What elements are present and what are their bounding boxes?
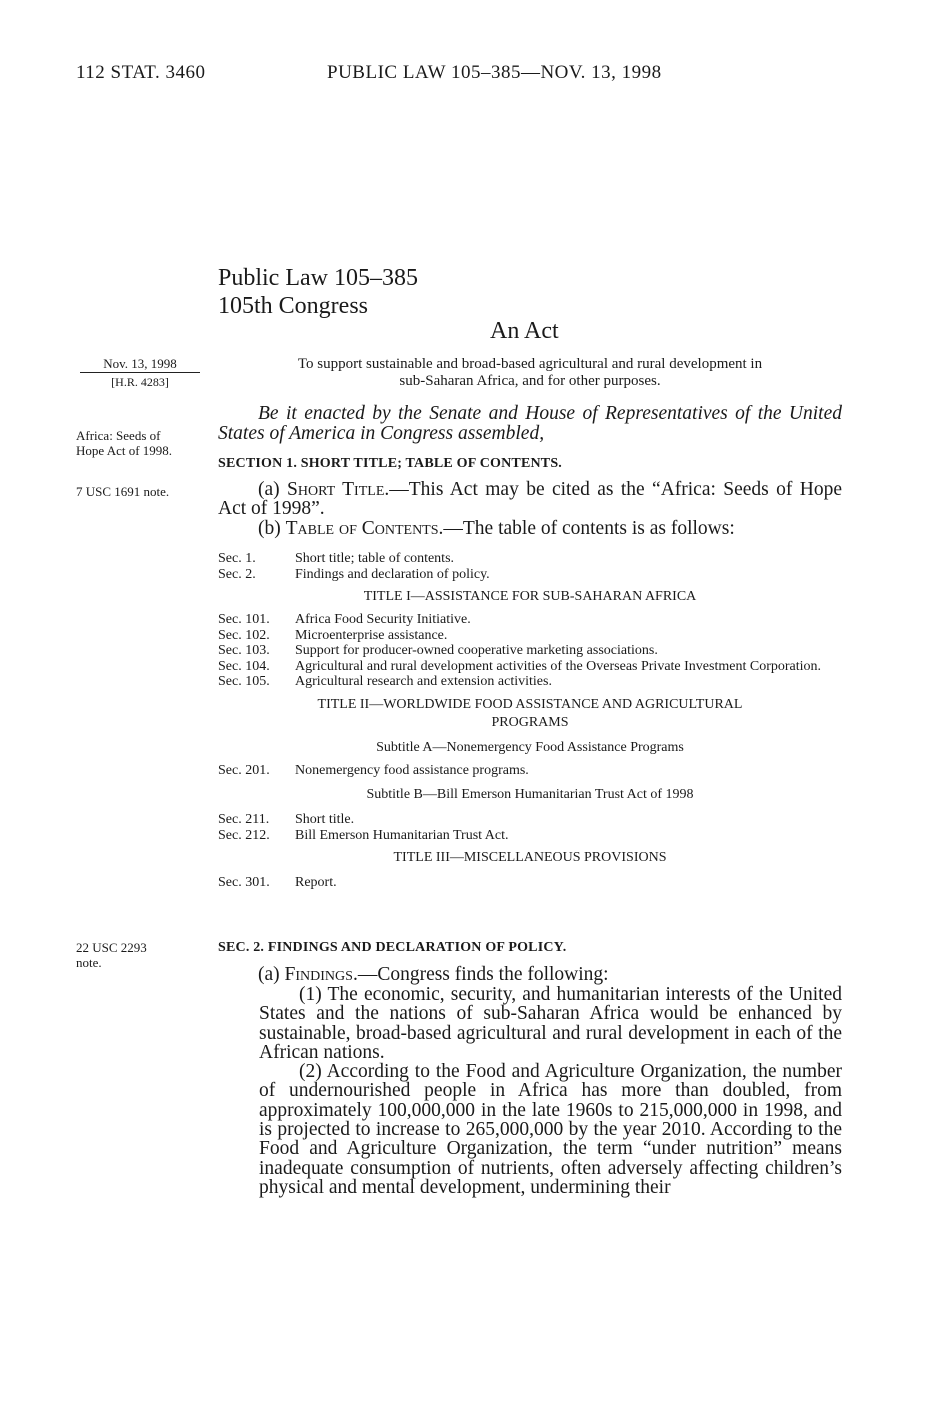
stat-page-number: 112 STAT. 3460 <box>76 62 206 83</box>
margin-note-line: Africa: Seeds of <box>76 428 161 443</box>
margin-note-line: note. <box>76 955 102 970</box>
act-purpose <box>218 356 842 390</box>
toc-entry <box>218 812 842 828</box>
date-margin-note <box>80 356 200 390</box>
toc-entry <box>218 612 842 628</box>
subsection-body: .—The table of contents is as follows: <box>438 518 735 539</box>
toc-title-1: TITLE I—ASSISTANCE FOR SUB-SAHARAN AFRICA <box>363 589 697 604</box>
enactment-date: Nov. 13, 1998 <box>80 356 200 373</box>
toc-title-2 <box>218 696 842 732</box>
section-1a-text <box>218 480 842 518</box>
subsection-label: (a) <box>258 964 285 985</box>
toc-section-number: Sec. 301. <box>218 875 270 890</box>
toc-entry <box>218 828 842 844</box>
section-2-heading: SEC. 2. FINDINGS AND DECLARATION OF POLICY. <box>218 940 567 955</box>
toc-section-number: Sec. 102. <box>218 627 270 643</box>
toc-title-2-line-2: PROGRAMS <box>491 714 569 730</box>
finding-paragraph-2: (2) According to the Food and Agriculture Organization, the number of undernourished people in Africa has more than doubled, from approximately 100,000,000 in the late 1960s to 215,000,000 in 1998, and is projected to increase to 265,000,000 by the year 2010. According to the Food and Agriculture Organization, the term “under nutrition” means inadequate consumption of nutrients, often adversely affecting children’s physical and mental development, undermining their <box>259 1061 842 1198</box>
bill-number: [H.R. 4283] <box>111 375 169 389</box>
toc-entry <box>218 674 842 690</box>
margin-note-line: Hope Act of 1998. <box>76 443 173 458</box>
subsection-body: .—Congress finds the following: <box>352 964 609 985</box>
toc-section-number: Sec. 2. <box>218 566 256 582</box>
margin-note-line: 22 USC 2293 <box>76 940 147 955</box>
toc-section-number: Sec. 101. <box>218 612 270 627</box>
subsection-body: .—This Act may be cited as the “Africa: Seeds of Hope Act of 1998”. <box>218 479 842 519</box>
toc-entry <box>218 643 842 659</box>
subsection-label: (a) <box>258 479 288 500</box>
section-2a-text <box>218 965 842 984</box>
toc-section-number: Sec. 211. <box>218 812 270 827</box>
short-title-margin-note <box>76 428 172 458</box>
toc-section-title: Agricultural and rural development activities of the Overseas Private Investment Corporation. <box>295 658 822 674</box>
header-law-line: PUBLIC LAW 105–385—NOV. 13, 1998 <box>327 62 662 83</box>
toc-entry <box>218 551 842 567</box>
toc-section-title: Bill Emerson Humanitarian Trust Act. <box>295 827 509 843</box>
congress-number: 105th Congress <box>218 293 368 319</box>
toc-section-title: Report. <box>295 875 337 890</box>
toc-section-title: Support for producer-owned cooperative marketing associations. <box>295 643 658 658</box>
usc-margin-note: 7 USC 1691 note. <box>76 484 170 499</box>
enacting-clause: Be it enacted by the Senate and House of Representatives of the United States of America in Congress assembled, <box>218 403 842 444</box>
toc-subtitle-a: Subtitle A—Nonemergency Food Assistance Programs <box>376 739 684 755</box>
toc-section-title: Findings and declaration of policy. <box>295 566 490 582</box>
purpose-line-1: To support sustainable and broad-based agricultural and rural development in <box>297 356 763 372</box>
usc-margin-note-2 <box>76 940 147 970</box>
toc-subtitle-b: Subtitle B—Bill Emerson Humanitarian Trust Act of 1998 <box>366 787 694 802</box>
public-law-number: Public Law 105–385 <box>218 265 418 291</box>
toc-section-title: Microenterprise assistance. <box>295 627 448 643</box>
toc-title-2-line-1: TITLE II—WORLDWIDE FOOD ASSISTANCE AND AGRICULTURAL <box>317 696 743 712</box>
toc-section-number: Sec. 201. <box>218 762 270 778</box>
subsection-caption: Findings <box>284 964 353 985</box>
subsection-caption: Short Title <box>287 479 385 500</box>
toc-title-3: TITLE III—MISCELLANEOUS PROVISIONS <box>393 850 667 865</box>
toc-entry <box>218 567 842 583</box>
law-title-block <box>218 264 418 320</box>
toc-section-number: Sec. 104. <box>218 658 270 674</box>
toc-section-title: Short title; table of contents. <box>295 551 455 566</box>
toc-section-title: Africa Food Security Initiative. <box>295 612 471 627</box>
toc-section-number: Sec. 1. <box>218 551 256 566</box>
section-1-heading: SECTION 1. SHORT TITLE; TABLE OF CONTENTS. <box>218 456 563 471</box>
section-1b-text <box>218 519 842 538</box>
toc-entry <box>218 659 842 675</box>
toc-entry <box>218 875 842 891</box>
toc-entry <box>218 763 842 779</box>
toc-section-title: Short title. <box>295 812 355 827</box>
toc-section-title: Nonemergency food assistance programs. <box>295 762 529 778</box>
subsection-label: (b) <box>258 518 286 539</box>
toc-section-title: Agricultural research and extension activities. <box>295 674 552 689</box>
toc-section-number: Sec. 212. <box>218 827 270 843</box>
purpose-line-2: sub-Saharan Africa, and for other purposes. <box>399 373 661 389</box>
an-act-heading: An Act <box>490 318 559 344</box>
findings-paragraphs <box>259 985 842 1197</box>
table-of-contents <box>218 551 842 891</box>
toc-entry <box>218 628 842 644</box>
toc-section-number: Sec. 105. <box>218 674 270 689</box>
subsection-caption: Table of Contents <box>285 518 439 539</box>
finding-paragraph-1: (1) The economic, security, and humanitarian interests of the United States and the nations of sub-Saharan Africa would be enhanced by sustainable, broad-based agricultural and rural development in each of the African nations. <box>259 984 842 1063</box>
toc-section-number: Sec. 103. <box>218 643 270 658</box>
